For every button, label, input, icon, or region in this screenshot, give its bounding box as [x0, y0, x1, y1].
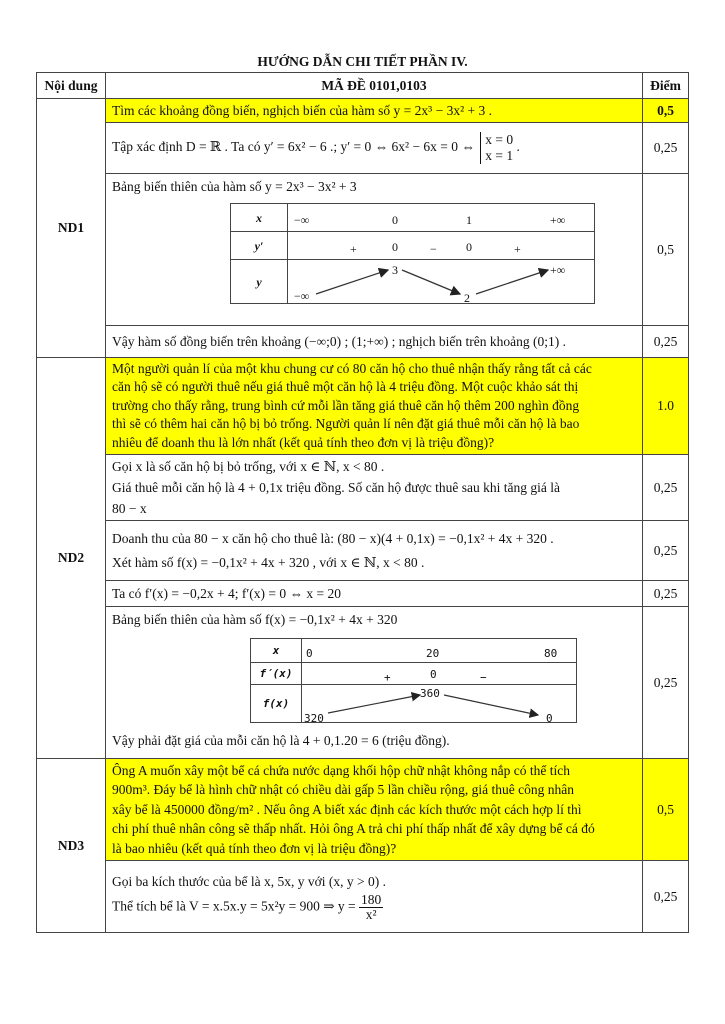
nd2-step3-score: 0,25 [643, 581, 689, 607]
nd1-case2: x = 1 [485, 148, 514, 163]
nd3-step1-line2-wrap [112, 893, 636, 922]
nd2-step2 [106, 521, 643, 581]
vt2-arrow-down [444, 695, 538, 715]
nd1-step2-text: Bảng biến thiên của hàm số y = 2x³ − 3x² + 3 [112, 179, 357, 194]
nd2-step2-score: 0,25 [643, 521, 689, 581]
nd3-question-line: xây bể là 450000 đồng/m² . Nếu ông A biết xác định các kích thước một cách hợp lí thì [112, 801, 582, 817]
nd3-step1-line1: Gọi ba kích thước của bể là x, 5x, y với (x, y > 0) . [112, 874, 387, 889]
nd2-question-row [37, 358, 689, 455]
vt1-sign-3: 0 [466, 240, 472, 254]
nd2-step1-line: Giá thuê mỗi căn hộ là 4 + 0,1x triệu đồng. Số căn hộ được thuê sau khi tăng giá là [112, 480, 560, 495]
nd1-step1-text: Tập xác định D = ℝ . Ta có y′ = 6x² − 6 .; y′ = 0 ⇔ 6x² − 6x = 0 ⇔ [112, 139, 475, 155]
nd1-step1-score: 0,25 [643, 123, 689, 174]
vt2-fp-header: f′(x) [251, 663, 302, 685]
vt2-x-row [302, 639, 577, 663]
nd3-step1-line2: Thể tích bể là V = x.5x.y = 5x²y = 900 ⇒ y = [112, 898, 356, 914]
answer-table [36, 72, 689, 933]
nd2-step2-line: Doanh thu của 80 − x căn hộ cho thuê là: (80 − x)(4 + 0,1x) = −0,1x² + 4x + 320 . [112, 530, 554, 546]
nd3-question-line: là bao nhiêu (kết quả tính theo đơn vị là triệu đồng)? [112, 840, 397, 856]
nd1-step3-score: 0,25 [643, 326, 689, 358]
nd2-step4-row [37, 607, 689, 759]
nd3-label: ND3 [37, 759, 106, 933]
vt2-sign-1: 0 [430, 668, 437, 681]
nd2-question-line: trường cho thấy rằng, trung bình cứ mỗi lần tăng giá thuê căn hộ thêm 200 nghìn đồng [112, 397, 580, 413]
nd1-step2 [106, 174, 643, 326]
nd3-step1-row [37, 861, 689, 933]
vt2-f-2: 0 [546, 712, 553, 725]
vt1-y-0: −∞ [294, 289, 310, 303]
nd1-step2-score: 0,5 [643, 174, 689, 326]
vt2-sign-0: + [384, 671, 391, 684]
nd2-variation-table [250, 638, 636, 723]
nd3-frac-num: 180 [361, 892, 382, 907]
nd2-step1-row [37, 455, 689, 521]
nd1-question-score: 0,5 [643, 99, 689, 123]
vt1-yp-header: y′ [231, 232, 288, 260]
nd3-question-line: 900m³. Đáy bể là hình chữ nhật có chiều dài gấp 5 lần chiều rộng, giá thuê công nhân [112, 782, 574, 798]
nd1-step3-row [37, 326, 689, 358]
nd3-fraction [359, 893, 383, 922]
nd2-question [106, 358, 643, 455]
nd2-step1-line: Gọi x là số căn hộ bị bỏ trống, với x ∈ ℕ, x < 80 . [112, 459, 385, 474]
nd1-step3: Vậy hàm số đồng biến trên khoảng (−∞;0) ; (1;+∞) ; nghịch biến trên khoảng (0;1) . [106, 326, 643, 358]
vt1-arrow-up-2 [476, 270, 548, 294]
vt2-sign-2: − [480, 671, 487, 684]
vt1-x-2: 1 [466, 213, 472, 227]
nd3-question [106, 759, 643, 861]
nd3-frac-den: x² [365, 907, 377, 922]
nd2-step1 [106, 455, 643, 521]
nd2-step1-line: 80 − x [112, 501, 147, 516]
nd2-question-line: Một người quản lí của một khu chung cư có 80 căn hộ cho thuê nhận thấy rằng tất cả các [112, 360, 592, 376]
nd1-variation-table [230, 203, 636, 304]
nd2-question-line: thì sẽ có thêm hai căn hộ bị bỏ trống. Người quản lí nên đặt giá thuê mỗi căn hộ là bao [112, 416, 580, 432]
vt1-sign-4: + [514, 242, 521, 256]
vt2-x-1: 20 [426, 647, 440, 660]
header-content: Nội dung [37, 73, 106, 99]
vt1-sign-1: 0 [392, 240, 398, 254]
nd2-step2-line: Xét hàm số f(x) = −0,1x² + 4x + 320 , với x ∈ ℕ, x < 80 . [112, 554, 425, 570]
header-score: Điểm [643, 73, 689, 99]
vt1-x-0: −∞ [294, 213, 310, 227]
nd2-label: ND2 [37, 358, 106, 759]
nd3-question-line: chi phí thuê nhân công sẽ thấp nhất. Hỏi ông A trả chi phí thấp nhất để xây dựng bể cá đó [112, 821, 595, 837]
nd1-step1: Tập xác định D = ℝ . Ta có y′ = 6x² − 6 .; y′ = 0 ⇔ 6x² − 6x = 0 ⇔ x = 0 x = 1 . [106, 123, 643, 174]
nd1-label: ND1 [37, 99, 106, 358]
vt1-arrows [288, 260, 582, 304]
header-row [37, 73, 689, 99]
vt1-y-row [288, 260, 595, 304]
nd1-case1: x = 0 [485, 132, 514, 147]
vt1-sign-0: + [350, 242, 357, 256]
vt2-fp-row [302, 663, 577, 685]
vt1-y-1: 3 [392, 263, 398, 277]
nd2-step3: Ta có f′(x) = −0,2x + 4; f′(x) = 0 ⇔ x = 20 [106, 581, 643, 607]
nd3-step1-score: 0,25 [643, 861, 689, 933]
vt2-x-header: x [251, 639, 302, 663]
vt1-y-3: +∞ [550, 263, 566, 277]
vt1-arrow-down [402, 270, 460, 294]
nd2-step1-score: 0,25 [643, 455, 689, 521]
vt1-arrow-up-1 [316, 270, 388, 294]
vt2-f-1: 360 [420, 687, 440, 700]
nd2-step4-text: Bảng biến thiên của hàm số f(x) = −0,1x² + 4x + 320 [112, 612, 398, 627]
nd2-step4-score: 0,25 [643, 607, 689, 759]
nd1-step1-row [37, 123, 689, 174]
vt1-x-header: x [231, 204, 288, 232]
nd1-step2-row [37, 174, 689, 326]
nd2-step4-conclusion: Vậy phải đặt giá của mỗi căn hộ là 4 + 0,1.20 = 6 (triệu đồng). [112, 733, 450, 748]
vt1-y-2: 2 [464, 291, 470, 305]
nd2-step4 [106, 607, 643, 759]
nd2-question-line: căn hộ sẽ có người thuê nếu giá thuê một căn hộ là 4 triệu đồng. Một cuộc khảo sát thị [112, 379, 579, 395]
vt2-f-header: f(x) [251, 685, 302, 723]
vt2-x-0: 0 [306, 647, 313, 660]
vt2-f-row [302, 685, 577, 723]
vt2-arrow-up [328, 695, 420, 713]
nd1-question: Tìm các khoảng đồng biến, nghịch biến của hàm số y = 2x³ − 3x² + 3 . [106, 99, 643, 123]
vt1-x-1: 0 [392, 213, 398, 227]
nd2-question-line: nhiêu để doanh thu là lớn nhất (kết quả tính theo đơn vị là triệu đồng)? [112, 434, 495, 450]
page-title: HƯỚNG DẪN CHI TIẾT PHẦN IV. [257, 54, 468, 69]
vt1-sign-2: − [430, 242, 437, 256]
nd1-solution-brace [480, 132, 513, 164]
vt1-y-header: y [231, 260, 288, 304]
vt1-x-3: +∞ [550, 213, 566, 227]
nd3-question-score: 0,5 [643, 759, 689, 861]
vt2-f-0: 320 [304, 712, 324, 725]
nd3-question-line: Ông A muốn xây một bể cá chứa nước dạng khối hộp chữ nhật không nắp có thể tích [112, 762, 570, 778]
header-exam-code: MÃ ĐỀ 0101,0103 [106, 73, 643, 99]
nd1-question-row [37, 99, 689, 123]
nd2-step3-row [37, 581, 689, 607]
vt2-x-2: 80 [544, 647, 558, 660]
nd3-step1 [106, 861, 643, 933]
nd2-step2-row [37, 521, 689, 581]
nd3-question-row [37, 759, 689, 861]
vt1-x-row [288, 204, 595, 232]
nd2-question-score: 1.0 [643, 358, 689, 455]
vt1-yp-row [288, 232, 595, 260]
